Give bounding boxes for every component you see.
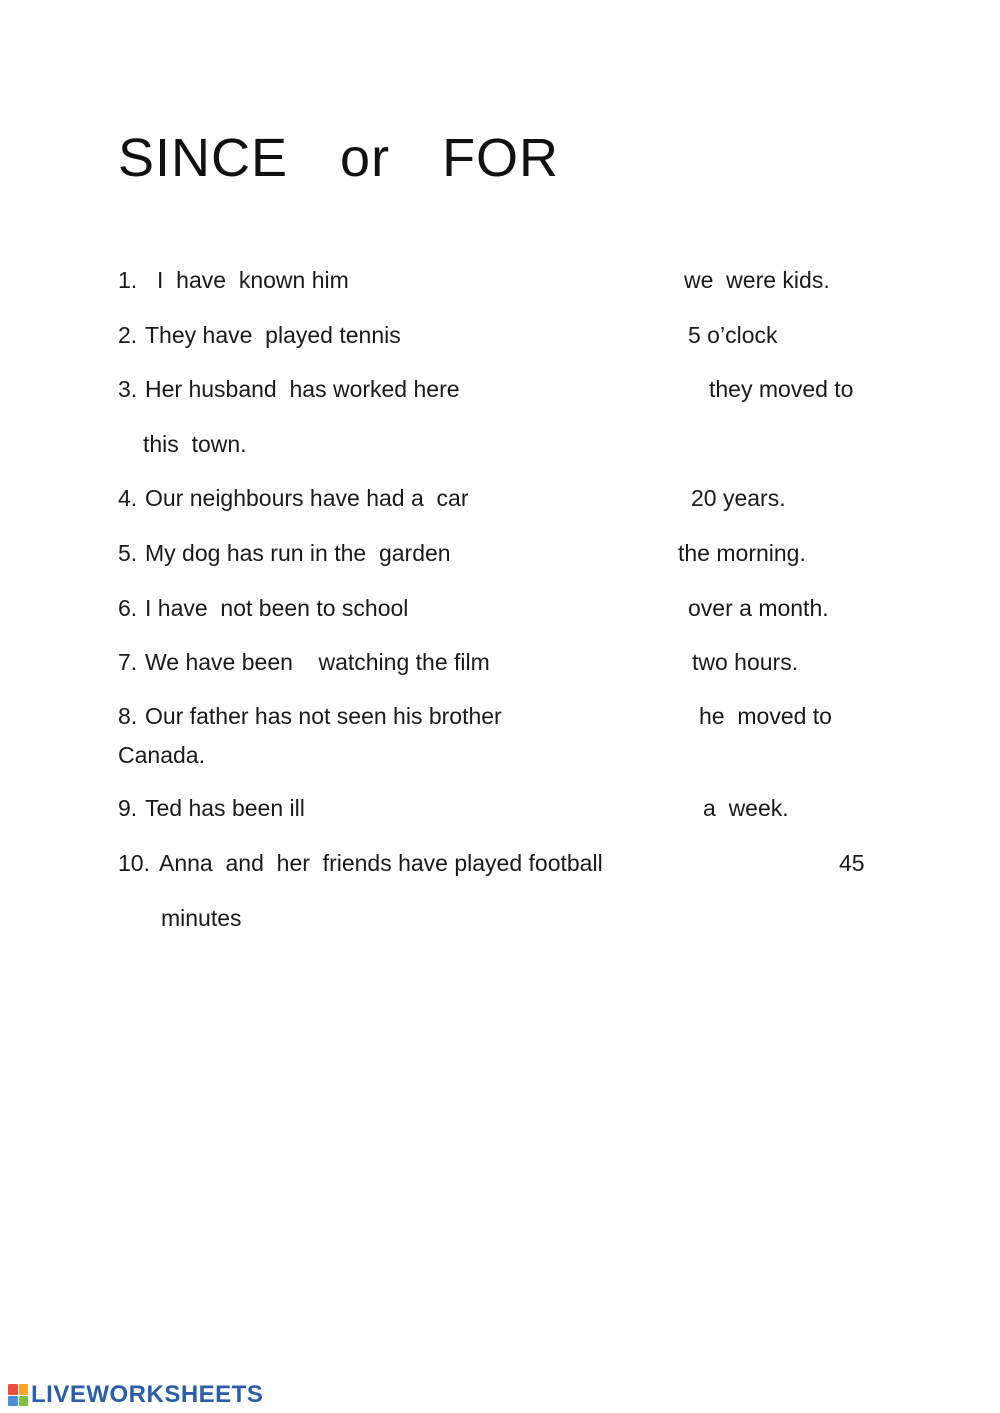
item-number: 10. bbox=[118, 850, 150, 876]
logo-brand-text: LIVEWORKSHEETS bbox=[31, 1381, 264, 1408]
item-completion: the morning. bbox=[678, 540, 806, 566]
title-word-or: or bbox=[340, 128, 391, 188]
item-continuation: this town. bbox=[143, 431, 247, 457]
item-sentence: They have played tennis bbox=[145, 322, 401, 348]
item-sentence: Anna and her friends have played football bbox=[159, 850, 603, 876]
item-completion: 45 bbox=[839, 850, 865, 876]
worksheet-title bbox=[118, 126, 559, 190]
item-number: 5. bbox=[118, 540, 138, 566]
item-sentence: Her husband has worked here bbox=[145, 376, 460, 402]
title-word-since: SINCE bbox=[118, 128, 289, 188]
item-completion: two hours. bbox=[692, 649, 799, 675]
item-number: 1. bbox=[118, 267, 138, 293]
item-sentence: We have been watching the film bbox=[145, 649, 490, 675]
item-continuation: Canada. bbox=[118, 742, 205, 768]
item-completion: 20 years. bbox=[691, 485, 786, 511]
item-sentence: Our neighbours have had a car bbox=[145, 485, 469, 511]
logo-icon bbox=[8, 1384, 28, 1406]
item-number: 7. bbox=[118, 649, 138, 675]
item-number: 4. bbox=[118, 485, 138, 511]
item-completion: over a month. bbox=[688, 595, 829, 621]
item-sentence: I have not been to school bbox=[145, 595, 409, 621]
item-continuation: minutes bbox=[161, 905, 242, 931]
item-completion: 5 o’clock bbox=[688, 322, 778, 348]
item-sentence: I have known him bbox=[157, 267, 349, 293]
item-completion: they moved to bbox=[709, 376, 854, 402]
item-completion: a week. bbox=[703, 795, 789, 821]
item-number: 9. bbox=[118, 795, 138, 821]
item-number: 6. bbox=[118, 595, 138, 621]
item-number: 3. bbox=[118, 376, 138, 402]
title-word-for: FOR bbox=[442, 128, 560, 188]
item-sentence: My dog has run in the garden bbox=[145, 540, 451, 566]
liveworksheets-logo bbox=[8, 1382, 263, 1408]
item-sentence: Our father has not seen his brother bbox=[145, 703, 502, 729]
item-number: 8. bbox=[118, 703, 138, 729]
item-completion: he moved to bbox=[699, 703, 832, 729]
item-completion: we were kids. bbox=[684, 267, 830, 293]
item-sentence: Ted has been ill bbox=[145, 795, 305, 821]
item-number: 2. bbox=[118, 322, 138, 348]
